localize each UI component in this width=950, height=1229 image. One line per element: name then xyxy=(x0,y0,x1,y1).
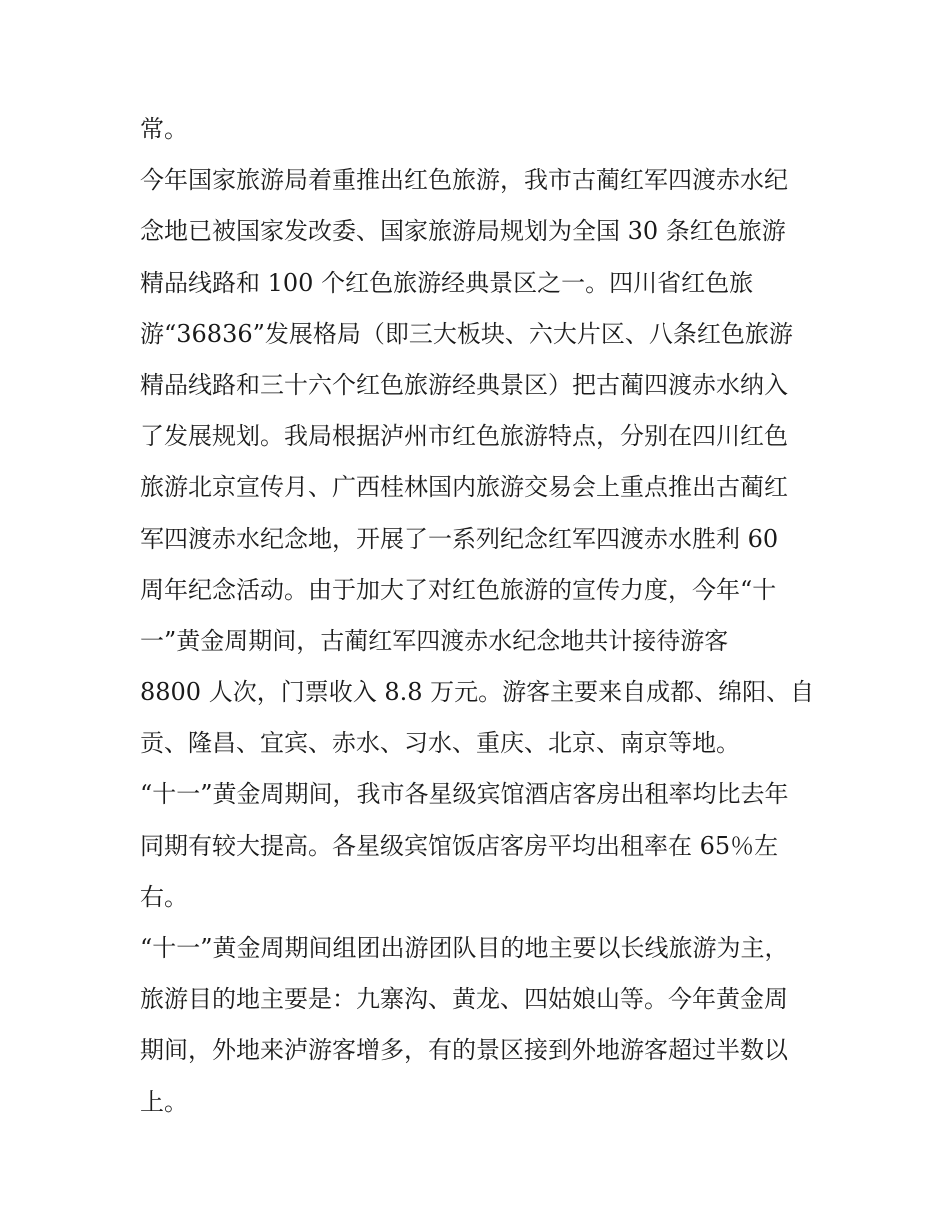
text-line: 上。 xyxy=(140,1087,188,1116)
text-line: 贡、隆昌、宜宾、赤水、习水、重庆、北京、南京等地。 xyxy=(140,729,740,758)
text-line: 期间，外地来泸游客增多，有的景区接到外地游客超过半数以 xyxy=(140,1036,788,1065)
text-line: 今年国家旅游局着重推出红色旅游，我市古蔺红军四渡赤水纪 xyxy=(140,166,788,195)
text-line: 精品线路和三十六个红色旅游经典景区）把古蔺四渡赤水纳入 xyxy=(140,370,788,399)
text-line: “十一”黄金周期间，我市各星级宾馆酒店客房出租率均比去年 xyxy=(140,780,789,809)
text-line: 精品线路和 100 个红色旅游经典景区之一。四川省红色旅 xyxy=(140,268,754,297)
text-line: 常。 xyxy=(140,115,188,143)
body-text xyxy=(140,104,820,1128)
text-line: 右。 xyxy=(140,882,188,911)
text-line: 了发展规划。我局根据泸州市红色旅游特点，分别在四川红色 xyxy=(140,422,788,451)
text-line: 军四渡赤水纪念地，开展了一系列纪念红军四渡赤水胜利 60 xyxy=(140,524,779,553)
text-line: “十一”黄金周期间组团出游团队目的地主要以长线旅游为主， xyxy=(140,934,789,962)
text-line: 念地已被国家发改委、国家旅游局规划为全国 30 条红色旅游 xyxy=(140,217,786,246)
text-line: 同期有较大提高。各星级宾馆饭店客房平均出租率在 65％左 xyxy=(140,831,779,860)
text-line: 旅游北京宣传月、广西桂林国内旅游交易会上重点推出古蔺红 xyxy=(140,473,788,502)
text-line: 周年纪念活动。由于加大了对红色旅游的宣传力度，今年“十 xyxy=(140,575,777,604)
text-line: 游“36836”发展格局（即三大板块、六大片区、八条红色旅游 xyxy=(140,319,793,348)
text-line: 一”黄金周期间，古蔺红军四渡赤水纪念地共计接待游客 xyxy=(140,626,729,655)
text-line: 8800 人次，门票收入 8.8 万元。游客主要来自成都、绵阳、自 xyxy=(140,678,815,707)
text-line: 旅游目的地主要是：九寨沟、黄龙、四姑娘山等。今年黄金周 xyxy=(140,985,788,1014)
